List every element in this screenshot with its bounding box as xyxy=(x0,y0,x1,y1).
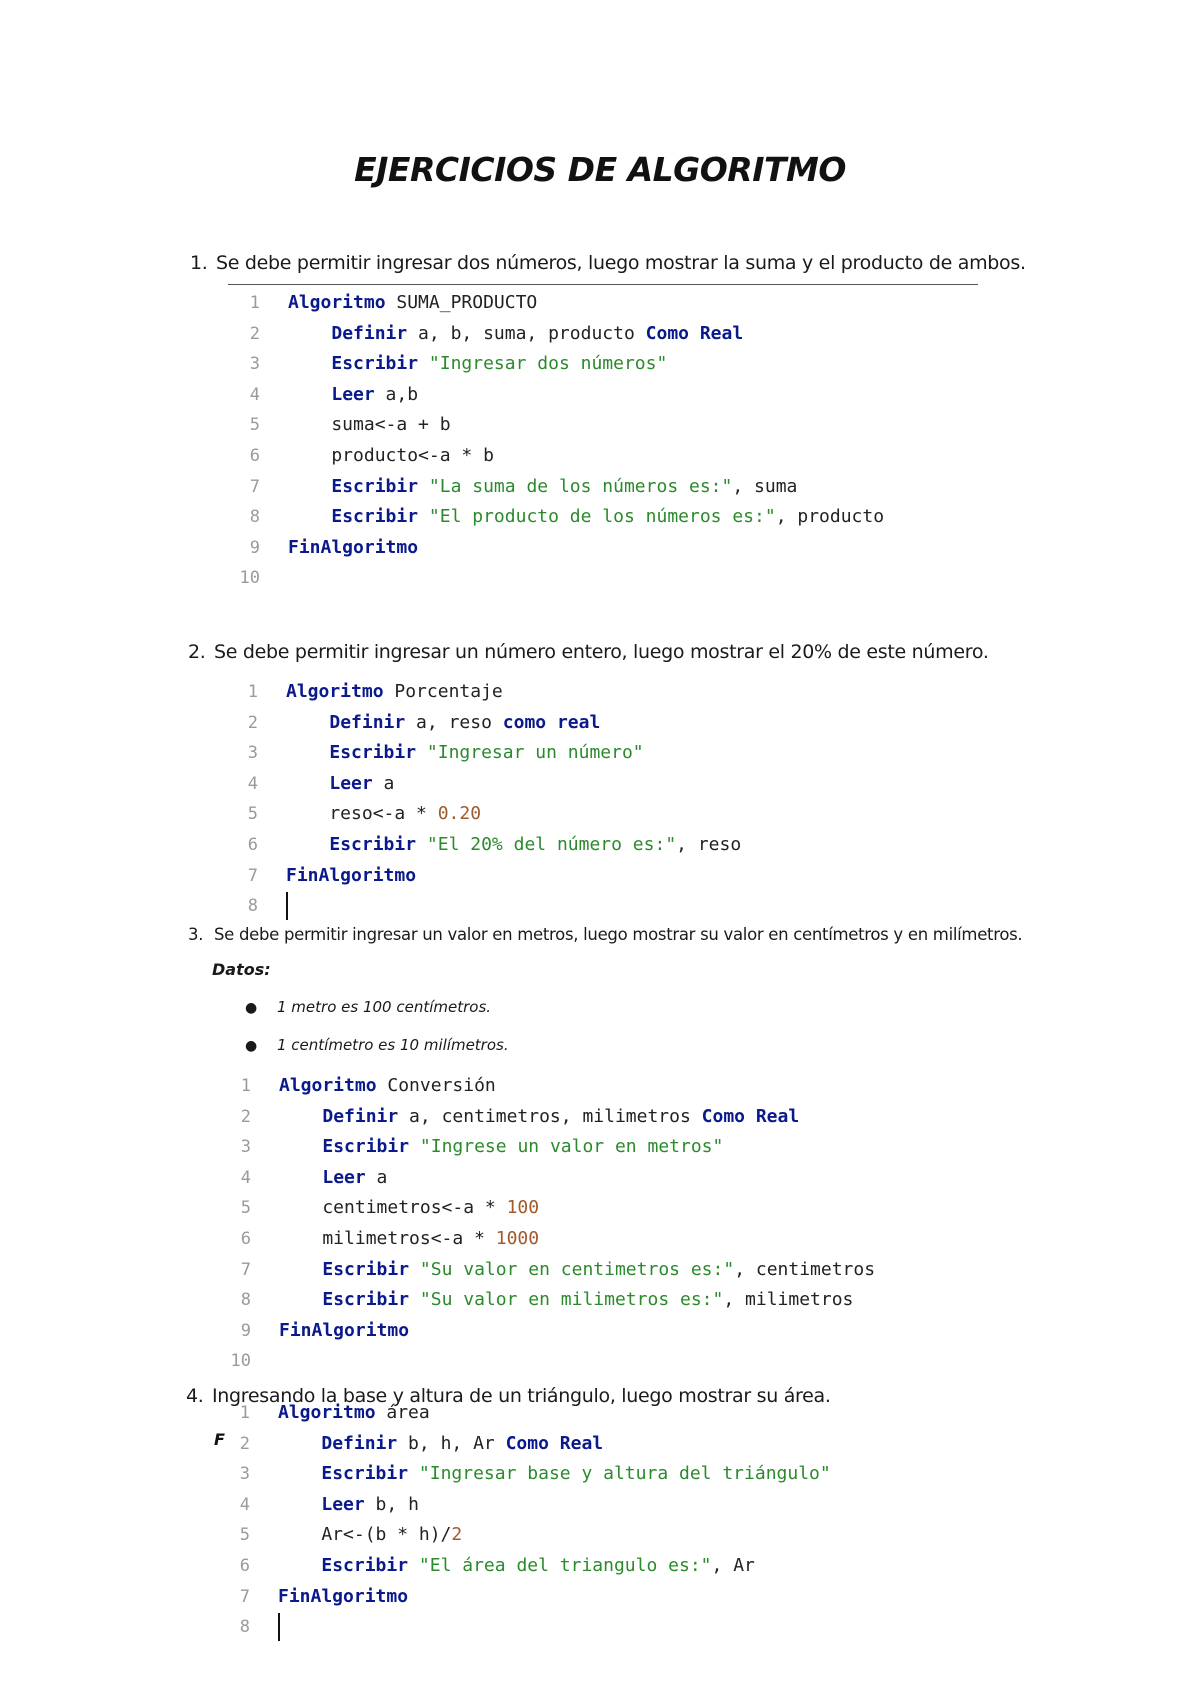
code-text xyxy=(418,353,429,374)
code-line xyxy=(221,1193,875,1224)
line-number: 1 xyxy=(249,293,260,313)
code-keyword: Escribir xyxy=(329,742,417,764)
code-string: "El área del triangulo es:" xyxy=(418,1554,712,1576)
code-text xyxy=(288,353,331,374)
code-text xyxy=(288,506,331,527)
code-line xyxy=(220,1520,831,1551)
line-number: 7 xyxy=(249,476,260,497)
code-keyword: como real xyxy=(502,711,601,733)
code-text xyxy=(418,476,429,497)
line-number: 8 xyxy=(239,1617,250,1638)
code-line xyxy=(228,830,741,861)
code-keyword: FinAlgoritmo xyxy=(286,864,417,886)
code-text: , Ar xyxy=(711,1554,755,1576)
code-block-1[interactable] xyxy=(230,288,884,594)
datos-label: Datos: xyxy=(212,960,271,979)
code-keyword: Escribir xyxy=(331,353,419,375)
code-keyword: Definir xyxy=(322,1105,399,1127)
line-number: 6 xyxy=(240,1228,251,1249)
line-number: 3 xyxy=(249,354,260,375)
exercise-4-text: Ingresando la base y altura de un triángulo, luego mostrar su área. xyxy=(212,1385,831,1407)
code-text: Ar<-(b * h)/ xyxy=(278,1524,452,1546)
code-text xyxy=(286,712,329,733)
code-keyword: Definir xyxy=(329,711,406,733)
line-number: 2 xyxy=(239,1433,250,1454)
code-text: a, b, suma, producto xyxy=(407,322,646,344)
code-text: b, h, Ar xyxy=(397,1432,506,1454)
exercise-1-statement xyxy=(190,252,1026,274)
code-text: centimetros<-a * xyxy=(279,1197,507,1219)
text-cursor xyxy=(286,892,288,920)
line-number: 4 xyxy=(249,384,260,405)
text-cursor xyxy=(278,1613,280,1641)
code-text: , producto xyxy=(775,506,885,528)
line-number: 10 xyxy=(230,1351,251,1372)
code-keyword: Algoritmo xyxy=(279,1075,377,1096)
code-text xyxy=(279,1167,322,1188)
code-line xyxy=(230,349,884,380)
code-text xyxy=(416,742,427,763)
exercise-3-number: 3. xyxy=(188,925,204,944)
exercise-1-text: Se debe permitir ingresar dos números, luego mostrar la suma y el producto de ambos. xyxy=(216,252,1026,274)
code-number: 100 xyxy=(506,1197,540,1219)
code-string: "El 20% del número es:" xyxy=(426,833,677,855)
code-line xyxy=(230,319,884,350)
code-keyword: Escribir xyxy=(321,1554,409,1576)
code-keyword: Escribir xyxy=(322,1136,410,1158)
code-text xyxy=(286,834,329,855)
code-text xyxy=(288,323,331,344)
code-text xyxy=(416,834,427,855)
code-line xyxy=(221,1346,875,1377)
bullet-text: 1 metro es 100 centímetros. xyxy=(277,998,492,1016)
code-text: milimetros<-a * xyxy=(279,1227,496,1249)
code-number: 0.20 xyxy=(437,803,482,825)
code-text: Porcentaje xyxy=(383,681,503,702)
code-keyword: Leer xyxy=(321,1493,365,1515)
line-number: 6 xyxy=(249,445,260,466)
code-text xyxy=(288,476,331,497)
bullet-text: 1 centímetro es 10 milímetros. xyxy=(277,1036,509,1054)
code-text: a xyxy=(372,772,395,794)
code-keyword: Algoritmo xyxy=(286,681,384,702)
line-number: 5 xyxy=(239,1525,250,1546)
code-text: área xyxy=(375,1402,430,1423)
code-line xyxy=(230,563,884,594)
code-number: 2 xyxy=(451,1524,463,1546)
line-number: 8 xyxy=(240,1290,251,1311)
code-text: suma<-a + b xyxy=(288,414,451,436)
code-line xyxy=(230,380,884,411)
code-text: , centimetros xyxy=(734,1258,876,1280)
exercise-1-divider xyxy=(228,284,978,285)
code-text: , reso xyxy=(676,833,742,855)
line-number: 2 xyxy=(240,1106,251,1127)
line-number: 3 xyxy=(240,1137,251,1158)
code-line xyxy=(221,1316,875,1347)
code-line xyxy=(230,288,884,319)
exercise-1-number: 1. xyxy=(190,252,208,274)
code-text: a, centimetros, milimetros xyxy=(398,1105,702,1127)
line-number: 3 xyxy=(247,743,258,764)
code-keyword: Definir xyxy=(321,1432,398,1454)
code-line xyxy=(221,1163,875,1194)
exercise-3-statement xyxy=(188,925,1022,944)
code-text xyxy=(279,1136,322,1157)
page-title: EJERCICIOS DE ALGORITMO xyxy=(354,150,846,189)
code-block-3[interactable] xyxy=(221,1071,875,1377)
code-keyword: Escribir xyxy=(331,475,419,497)
line-number: 7 xyxy=(240,1259,251,1280)
line-number: 7 xyxy=(247,865,258,886)
exercise-4-number: 4. xyxy=(186,1385,204,1407)
code-text: SUMA_PRODUCTO xyxy=(385,292,538,313)
code-text: reso<-a * xyxy=(286,803,438,825)
code-text xyxy=(286,773,329,794)
code-string: "Su valor en milimetros es:" xyxy=(419,1289,724,1311)
line-number: 5 xyxy=(240,1198,251,1219)
code-keyword: FinAlgoritmo xyxy=(288,536,419,558)
code-string: "Ingrese un valor en metros" xyxy=(419,1136,724,1158)
code-string: "Ingresar base y altura del triángulo" xyxy=(418,1463,831,1485)
code-text xyxy=(409,1259,420,1280)
code-keyword: Escribir xyxy=(329,833,417,855)
code-text xyxy=(278,1433,321,1454)
code-string: "Ingresar un número" xyxy=(426,742,644,764)
code-line xyxy=(228,769,741,800)
code-text: a,b xyxy=(374,383,419,405)
code-keyword: Escribir xyxy=(331,506,419,528)
code-line xyxy=(221,1102,875,1133)
code-string: "Ingresar dos números" xyxy=(428,353,668,375)
code-text xyxy=(409,1136,420,1157)
code-text: , milimetros xyxy=(723,1289,854,1311)
line-number: 3 xyxy=(239,1464,250,1485)
code-keyword: Definir xyxy=(331,322,408,344)
code-text xyxy=(279,1289,322,1310)
code-line xyxy=(220,1612,831,1643)
code-keyword: Escribir xyxy=(322,1258,410,1280)
code-line xyxy=(228,861,741,892)
code-text xyxy=(409,1289,420,1310)
code-line xyxy=(220,1398,831,1429)
exercise-2-text: Se debe permitir ingresar un número entero, luego mostrar el 20% de este número. xyxy=(214,641,989,663)
code-text xyxy=(279,1259,322,1280)
code-keyword: Como Real xyxy=(505,1432,604,1454)
line-number: 1 xyxy=(247,682,258,702)
code-line xyxy=(230,472,884,503)
code-text xyxy=(286,742,329,763)
line-number: 10 xyxy=(239,568,260,589)
code-keyword: Algoritmo xyxy=(288,292,386,313)
code-string: "La suma de los números es:" xyxy=(428,475,733,497)
code-text xyxy=(408,1555,419,1576)
code-line xyxy=(220,1459,831,1490)
code-keyword: Leer xyxy=(329,772,373,794)
code-keyword: FinAlgoritmo xyxy=(279,1319,410,1341)
code-keyword: Escribir xyxy=(321,1463,409,1485)
bullet-item: ● 1 centímetro es 10 milímetros. xyxy=(245,1036,509,1054)
line-number: 2 xyxy=(249,323,260,344)
code-text: a xyxy=(365,1166,388,1188)
code-line xyxy=(230,441,884,472)
code-string: "El producto de los números es:" xyxy=(428,506,776,528)
code-line xyxy=(221,1285,875,1316)
code-line xyxy=(220,1429,831,1460)
code-block-2[interactable] xyxy=(228,677,741,922)
code-line xyxy=(228,799,741,830)
code-text: producto<-a * b xyxy=(288,444,494,466)
line-number: 7 xyxy=(239,1586,250,1607)
code-keyword: Algoritmo xyxy=(278,1402,376,1423)
code-keyword: Como Real xyxy=(645,322,744,344)
line-number: 6 xyxy=(247,834,258,855)
code-line xyxy=(220,1582,831,1613)
code-string: "Su valor en centimetros es:" xyxy=(419,1258,735,1280)
code-line xyxy=(221,1255,875,1286)
code-line xyxy=(228,677,741,708)
exercise-3-text: Se debe permitir ingresar un valor en metros, luego mostrar su valor en centímetros y en milímetros. xyxy=(214,925,1023,944)
exercise-2-number: 2. xyxy=(188,641,206,663)
code-line xyxy=(230,533,884,564)
line-number: 5 xyxy=(247,804,258,825)
code-line xyxy=(228,891,741,922)
code-line xyxy=(221,1071,875,1102)
code-keyword: FinAlgoritmo xyxy=(278,1585,409,1607)
code-keyword: Leer xyxy=(322,1166,366,1188)
code-number: 1000 xyxy=(495,1227,540,1249)
line-number: 4 xyxy=(240,1167,251,1188)
line-number: 4 xyxy=(239,1494,250,1515)
exercise-2-statement xyxy=(188,641,989,663)
code-text xyxy=(278,1494,321,1515)
code-line xyxy=(228,708,741,739)
code-text: , suma xyxy=(732,475,798,497)
code-line xyxy=(221,1132,875,1163)
code-text: Conversión xyxy=(376,1075,496,1096)
code-text: b, h xyxy=(364,1493,419,1515)
code-text xyxy=(278,1555,321,1576)
code-line xyxy=(230,410,884,441)
code-text xyxy=(418,506,429,527)
line-number: 5 xyxy=(249,415,260,436)
code-line xyxy=(220,1490,831,1521)
code-text xyxy=(279,1106,322,1127)
line-number: 9 xyxy=(240,1320,251,1341)
line-number: 8 xyxy=(247,896,258,917)
code-line xyxy=(220,1551,831,1582)
code-keyword: Leer xyxy=(331,383,375,405)
code-text xyxy=(278,1463,321,1484)
code-line xyxy=(221,1224,875,1255)
code-line xyxy=(228,738,741,769)
code-block-4[interactable] xyxy=(220,1398,831,1643)
line-number: 1 xyxy=(240,1076,251,1096)
code-line xyxy=(230,502,884,533)
line-number: 9 xyxy=(249,537,260,558)
code-text: a, reso xyxy=(405,711,503,733)
line-number: 8 xyxy=(249,507,260,528)
code-keyword: Escribir xyxy=(322,1289,410,1311)
code-text xyxy=(408,1463,419,1484)
line-number: 2 xyxy=(247,712,258,733)
line-number: 4 xyxy=(247,773,258,794)
code-keyword: Como Real xyxy=(701,1105,800,1127)
line-number: 6 xyxy=(239,1555,250,1576)
line-number: 1 xyxy=(239,1403,250,1423)
exercise-4-fragment: F xyxy=(214,1430,225,1449)
code-text xyxy=(288,384,331,405)
bullet-item: ● 1 metro es 100 centímetros. xyxy=(245,998,492,1016)
